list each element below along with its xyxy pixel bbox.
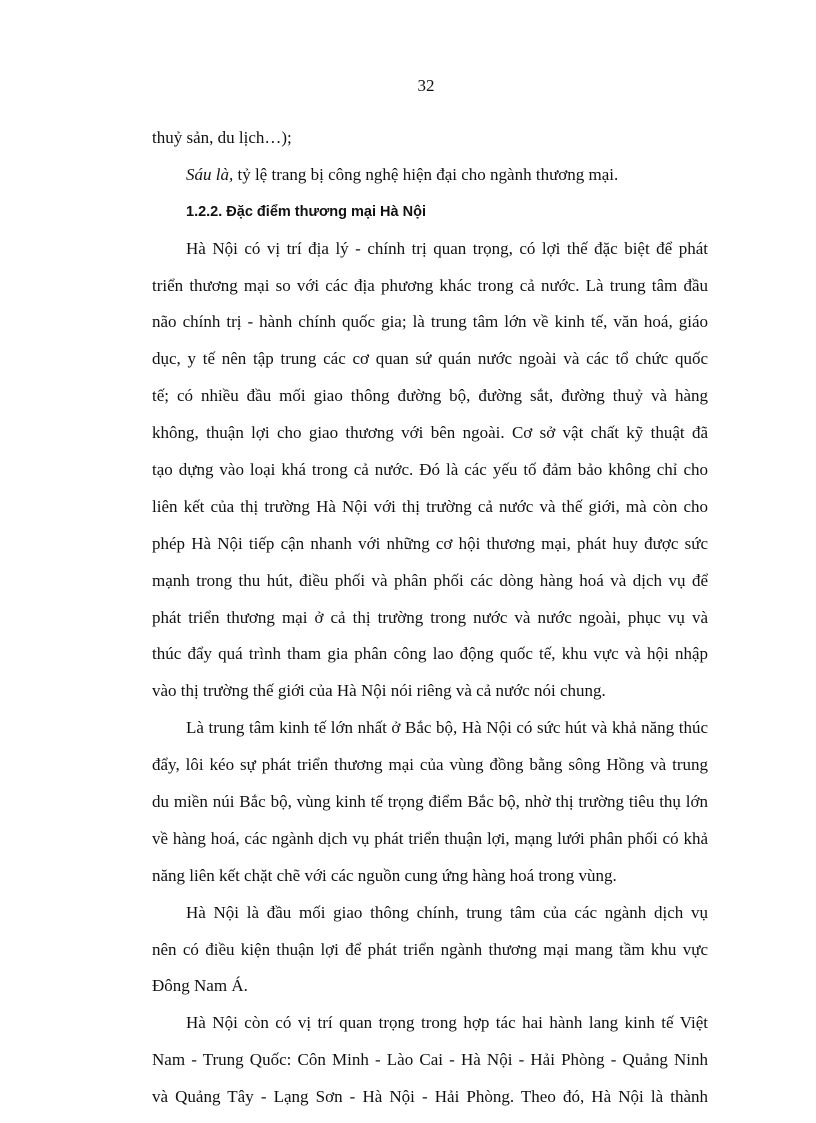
- paragraph-3-line: nên có điều kiện thuận lợi để phát triển ngành thương mại mang tầm khu vực: [152, 939, 708, 959]
- paragraph-2-line: Là trung tâm kinh tế lớn nhất ở Bắc bộ, Hà Nội có sức hút và khả năng thúc: [186, 718, 708, 738]
- page-number: 32: [417, 76, 435, 95]
- paragraph-4-line: Hà Nội còn có vị trí quan trọng trong hợp tác hai hành lang kinh tế Việt: [186, 1013, 708, 1033]
- text-line-rest: tỷ lệ trang bị công nghệ hiện đại cho ngành thương mại.: [233, 164, 619, 184]
- paragraph-4-line: Nam - Trung Quốc: Côn Minh - Lào Cai - Hà Nội - Hải Phòng - Quảng Ninh: [152, 1050, 708, 1070]
- italic-lead: Sáu là,: [186, 164, 234, 184]
- text-line-point-six: [152, 157, 708, 194]
- paragraph-2-line: về hàng hoá, các ngành dịch vụ phát triển thuận lợi, mạng lưới phân phối có khả: [152, 828, 708, 848]
- paragraph-3-line: Hà Nội là đầu mối giao thông chính, trung tâm của các ngành dịch vụ: [186, 902, 708, 922]
- paragraph-1-line: vào thị trường thế giới của Hà Nội nói riêng và cả nước nói chung.: [152, 681, 606, 701]
- paragraph-1-line: triển thương mại so với các địa phương khác trong cả nước. Là trung tâm đầu: [152, 275, 708, 295]
- paragraph-1-line: tạo dựng vào loại khá trong cả nước. Đó là các yếu tố đảm bảo không chỉ cho: [152, 460, 708, 480]
- paragraph-3-line: Đông Nam Á.: [152, 976, 248, 996]
- section-heading: 1.2.2. Đặc điểm thương mại Hà Nội: [186, 203, 426, 220]
- paragraph-2-line: năng liên kết chặt chẽ với các nguồn cung ứng hàng hoá trong vùng.: [152, 865, 617, 885]
- paragraph-2-line: du miền núi Bắc bộ, vùng kinh tế trọng điểm Bắc bộ, nhờ thị trường tiêu thụ lớn: [152, 792, 708, 812]
- paragraph-1-line: tế; có nhiều đầu mối giao thông đường bộ, đường sắt, đường thuỷ và hàng: [152, 386, 708, 406]
- paragraph-1-line: không, thuận lợi cho giao thương với bên ngoài. Cơ sở vật chất kỹ thuật đã: [152, 423, 708, 443]
- paragraph-1-line: phát triển thương mại ở cả thị trường trong nước và nước ngoài, phục vụ và: [152, 607, 708, 627]
- body-text: [152, 120, 708, 1116]
- text-line: thuỷ sản, du lịch…);: [152, 128, 292, 147]
- paragraph-1-line: phép Hà Nội tiếp cận nhanh với những cơ hội thương mại, phát huy được sức: [152, 533, 708, 553]
- paragraph-4-line: và Quảng Tây - Lạng Sơn - Hà Nội - Hải Phòng. Theo đó, Hà Nội là thành: [152, 1087, 708, 1107]
- paragraph-1-line: liên kết của thị trường Hà Nội với thị trường cả nước và thế giới, mà còn cho: [152, 496, 708, 516]
- paragraph-1-line: não chính trị - hành chính quốc gia; là trung tâm lớn về kinh tế, văn hoá, giáo: [152, 312, 708, 332]
- paragraph-2-line: đẩy, lôi kéo sự phát triển thương mại của vùng đồng bằng sông Hồng và trung: [152, 755, 708, 775]
- paragraph-1-line: dục, y tế nên tập trung các cơ quan sứ quán nước ngoài và các tổ chức quốc: [152, 349, 708, 369]
- paragraph-1-line: mạnh trong thu hút, điều phối và phân phối các dòng hàng hoá và dịch vụ để: [152, 570, 708, 590]
- paragraph-1-line: thúc đẩy quá trình tham gia phân công lao động quốc tế, khu vực và hội nhập: [152, 644, 708, 664]
- paragraph-1-line: Hà Nội có vị trí địa lý - chính trị quan trọng, có lợi thế đặc biệt để phát: [186, 238, 708, 258]
